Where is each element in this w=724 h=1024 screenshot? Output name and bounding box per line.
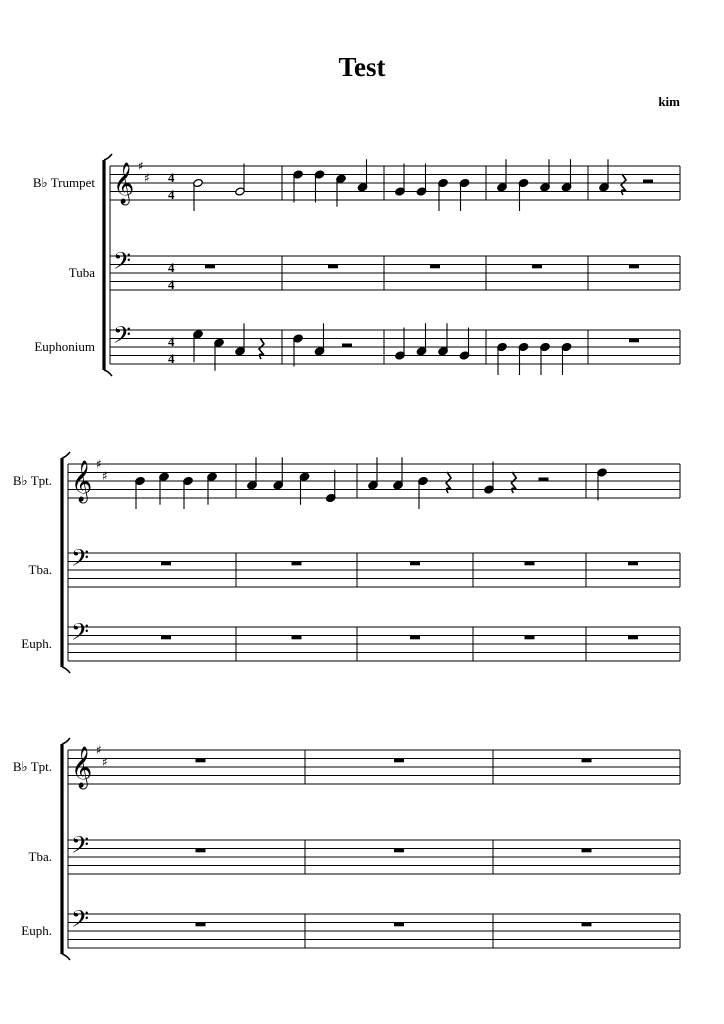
m3-1-euph-whole-rest (196, 923, 206, 927)
instrument-label-1-3: Euphonium (34, 339, 95, 354)
system-bracket-bottom-2 (62, 667, 70, 673)
time-signature-2-numerator: 4 (168, 260, 175, 275)
score-title: Test (338, 52, 386, 82)
clef-treble-1-1: 𝄞 (113, 163, 135, 204)
m2-4-euph-whole-rest (525, 636, 535, 640)
clef-bass-1-2: 𝄢 (113, 247, 132, 280)
m2-4-tuba-whole-rest (525, 562, 535, 566)
m3-3-euph-whole-rest (582, 923, 592, 927)
key-signature-2-fsharp: ♯ (96, 457, 102, 471)
key-signature-3-csharp: ♯ (102, 755, 108, 769)
m2-3-tuba-whole-rest (410, 562, 420, 566)
m3-2-euph-whole-rest (394, 923, 404, 927)
time-signature-3-numerator: 4 (168, 334, 175, 349)
composer-name: kim (658, 94, 680, 109)
time-signature-2-denominator: 4 (168, 277, 175, 292)
instrument-label-3-2: Tba. (28, 849, 52, 864)
instrument-label-3-1: B♭ Tpt. (12, 759, 52, 774)
key-signature-1-csharp: ♯ (144, 171, 150, 185)
m1-4-tuba-whole-rest (532, 265, 542, 269)
clef-bass-3-3: 𝄢 (71, 905, 90, 938)
system-bracket-top-3 (62, 738, 70, 744)
m2-1-euph-whole-rest (161, 636, 171, 640)
m2-5-tuba-whole-rest (628, 562, 638, 566)
time-signature-3-denominator: 4 (168, 351, 175, 366)
m2-1-tuba-whole-rest (161, 562, 171, 566)
system-bracket-top-1 (104, 154, 112, 160)
instrument-label-3-3: Euph. (21, 923, 52, 938)
m3-3-trumpet-whole-rest (582, 759, 592, 763)
m1-5-tuba-whole-rest (629, 265, 639, 269)
m2-3-euph-whole-rest (410, 636, 420, 640)
key-signature-1-fsharp: ♯ (138, 159, 144, 173)
m1-1-tuba-whole-rest (205, 265, 215, 269)
time-signature-1-numerator: 4 (168, 170, 175, 185)
system-bracket-bottom-1 (104, 370, 112, 376)
system-bracket-top-2 (62, 452, 70, 458)
instrument-label-1-2: Tuba (68, 265, 95, 280)
m2-2-tuba-whole-rest (292, 562, 302, 566)
m1-2-tuba-whole-rest (328, 265, 338, 269)
key-signature-2-csharp: ♯ (102, 469, 108, 483)
m1-3-tuba-whole-rest (430, 265, 440, 269)
m3-1-trumpet-whole-rest (196, 759, 206, 763)
m2-4-trumpet-half-rest-3 (539, 478, 549, 482)
system-bracket-bottom-3 (62, 954, 70, 960)
m3-2-tuba-whole-rest (394, 849, 404, 853)
m1-5-trumpet-half-rest-3 (643, 180, 653, 184)
time-signature-1-denominator: 4 (168, 187, 175, 202)
m1-2-euph-half-rest-3 (342, 344, 352, 348)
clef-bass-1-3: 𝄢 (113, 321, 132, 354)
m2-5-euph-whole-rest (628, 636, 638, 640)
clef-treble-3-1: 𝄞 (71, 747, 93, 788)
m2-2-euph-whole-rest (292, 636, 302, 640)
instrument-label-2-2: Tba. (28, 562, 52, 577)
instrument-label-2-1: B♭ Tpt. (12, 473, 52, 488)
clef-bass-2-3: 𝄢 (71, 618, 90, 651)
m3-3-tuba-whole-rest (582, 849, 592, 853)
m3-2-trumpet-whole-rest (394, 759, 404, 763)
key-signature-3-fsharp: ♯ (96, 743, 102, 757)
clef-bass-2-2: 𝄢 (71, 544, 90, 577)
instrument-label-1-1: B♭ Trumpet (32, 175, 95, 190)
clef-bass-3-2: 𝄢 (71, 831, 90, 864)
instrument-label-2-3: Euph. (21, 636, 52, 651)
m1-5-euph-whole-rest (629, 339, 639, 343)
clef-treble-2-1: 𝄞 (71, 461, 93, 502)
m3-1-tuba-whole-rest (196, 849, 206, 853)
